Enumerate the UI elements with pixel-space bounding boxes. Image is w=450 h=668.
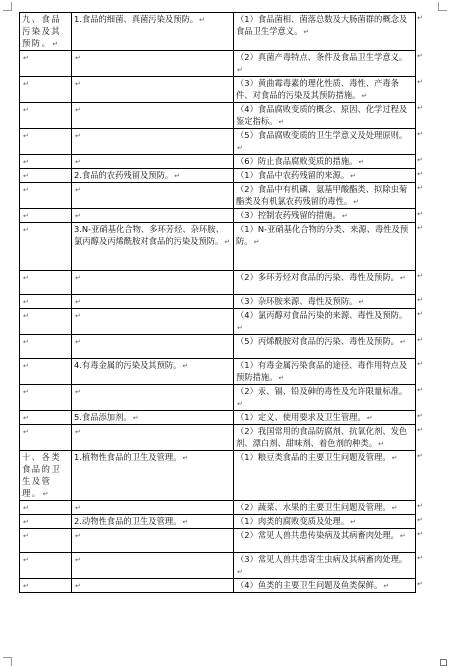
content-cell-text: （3）常见人兽共患寄生虫病及其病畜肉处理。 (236, 554, 408, 564)
content-cell-text: （4）鱼类的主要卫生问题及鱼类保鲜。 (236, 580, 383, 590)
topic-cell (20, 129, 72, 155)
unit-cell (72, 385, 234, 411)
cell-end-mark: ↵ (42, 490, 50, 498)
content-cell-text: （3）黄曲霉毒素的理化性质、毒性、产毒条件、对食品的污染及其预防措施。 (236, 78, 399, 100)
topic-cell (20, 13, 72, 51)
cell-end-mark: ↵ (237, 568, 243, 576)
content-cell-text: （2）蔬菜、水果的主要卫生问题及管理。 (236, 502, 391, 512)
row-end-mark: ↵ (417, 501, 423, 510)
cell-end-mark: ↵ (182, 518, 189, 526)
cell-end-mark: ↵ (75, 532, 81, 540)
content-cell (234, 529, 416, 553)
unit-cell (72, 529, 234, 553)
unit-cell (72, 103, 234, 129)
unit-cell (72, 183, 234, 209)
content-cell-text: （5）丙烯酰胺对食品的污染、毒性及预防。 (236, 336, 399, 346)
topic-cell (20, 309, 72, 335)
content-cell (234, 223, 416, 271)
topic-cell (20, 183, 72, 209)
unit-cell-text: 5.食品添加剂。 (74, 412, 132, 422)
topic-cell (20, 579, 72, 593)
row-end-mark: ↵ (417, 183, 423, 192)
cell-end-mark: ↵ (23, 132, 31, 140)
cell-end-mark: ↵ (75, 504, 81, 512)
content-cell (234, 169, 416, 183)
table-row (20, 501, 416, 515)
row-end-mark: ↵ (417, 579, 423, 588)
cell-end-mark: ↵ (23, 362, 31, 370)
content-cell (234, 411, 416, 425)
content-cell-text: （2）多环芳烃对食品的污染、毒性及预防。 (236, 272, 399, 282)
row-end-mark: ↵ (417, 223, 423, 232)
page-end-mark (440, 659, 447, 666)
topic-cell (20, 425, 72, 451)
cell-end-mark: ↵ (75, 312, 81, 320)
cell-end-mark: ↵ (23, 414, 31, 422)
topic-cell-text: 十、各类食品的卫生及管理。 (22, 452, 62, 498)
table-row (20, 309, 416, 335)
unit-cell (72, 411, 234, 425)
content-cell (234, 515, 416, 529)
unit-cell-text: 2.动物性食品的卫生及管理。 (74, 516, 182, 526)
row-end-mark: ↵ (417, 335, 423, 344)
unit-cell (72, 359, 234, 385)
cell-end-mark: ↵ (23, 428, 31, 436)
content-cell (234, 451, 416, 501)
unit-cell-text: 2.食品的农药残留及预防。 (74, 170, 174, 180)
cell-end-mark: ↵ (75, 212, 81, 220)
content-cell-text: （1）食品中农药残留的来源。 (236, 170, 350, 180)
cell-end-mark: ↵ (75, 158, 81, 166)
cell-end-mark: ↵ (174, 172, 181, 180)
unit-cell-text: 1.食品的细菌、真菌污染及预防。 (74, 14, 199, 24)
cell-end-mark: ↵ (353, 198, 360, 206)
topic-cell (20, 169, 72, 183)
topic-cell (20, 335, 72, 359)
unit-cell (72, 309, 234, 335)
cell-end-mark: ↵ (361, 92, 368, 100)
topic-cell (20, 155, 72, 169)
content-cell-text: （3）杂环胺来源、毒性及预防。 (236, 296, 358, 306)
table-row (20, 51, 416, 77)
table-row (20, 295, 416, 309)
content-cell-text: （1）食品菌相、菌落总数及大肠菌群的概念及食品卫生学意义。 (236, 14, 408, 36)
cell-end-mark: ↵ (383, 582, 390, 590)
unit-cell (72, 335, 234, 359)
cell-end-mark: ↵ (278, 118, 285, 126)
topic-cell (20, 271, 72, 295)
cell-end-mark: ↵ (358, 298, 365, 306)
unit-cell (72, 515, 234, 529)
content-cell (234, 501, 416, 515)
unit-cell (72, 129, 234, 155)
page-corner-mark-bottom-left (3, 657, 12, 666)
cell-end-mark: ↵ (399, 532, 406, 540)
topic-cell-text: 九、食品污染及其预防。 (22, 14, 62, 48)
row-end-mark: ↵ (417, 51, 423, 60)
cell-end-mark: ↵ (23, 388, 31, 396)
table-row (20, 529, 416, 553)
unit-cell-text: 4.有毒金属的污染及其预防。 (74, 360, 182, 370)
cell-end-mark: ↵ (399, 338, 406, 346)
row-end-mark: ↵ (417, 515, 423, 524)
cell-end-mark: ↵ (75, 186, 81, 194)
content-cell (234, 579, 416, 593)
row-end-mark: ↵ (417, 295, 423, 304)
topic-cell (20, 77, 72, 103)
topic-cell (20, 359, 72, 385)
table-row (20, 77, 416, 103)
table-row (20, 209, 416, 223)
cell-end-mark: ↵ (341, 212, 348, 220)
table-row (20, 553, 416, 579)
cell-end-mark: ↵ (52, 40, 60, 48)
table-row (20, 155, 416, 169)
unit-cell (72, 223, 234, 271)
unit-cell (72, 553, 234, 579)
topic-cell (20, 223, 72, 271)
content-cell (234, 295, 416, 309)
content-cell-text: （2）汞、镉、铅及砷的毒性及允许限量标准。 (236, 386, 408, 396)
cell-end-mark: ↵ (237, 400, 243, 408)
topic-cell (20, 385, 72, 411)
table-row (20, 13, 416, 51)
cell-end-mark: ↵ (182, 362, 189, 370)
unit-cell (72, 501, 234, 515)
table-row (20, 103, 416, 129)
cell-end-mark: ↵ (23, 518, 31, 526)
cell-end-mark: ↵ (23, 212, 31, 220)
content-cell (234, 77, 416, 103)
content-cell (234, 335, 416, 359)
cell-end-mark: ↵ (75, 556, 81, 564)
content-cell (234, 103, 416, 129)
cell-end-mark: ↵ (23, 172, 31, 180)
content-cell-text: （1）肉类的腐败变质及处理。 (236, 516, 350, 526)
topic-cell (20, 553, 72, 579)
cell-end-mark: ↵ (75, 388, 81, 396)
unit-cell (72, 209, 234, 223)
table-row (20, 425, 416, 451)
cell-end-mark: ↵ (391, 504, 398, 512)
row-end-mark: ↵ (417, 13, 423, 22)
cell-end-mark: ↵ (350, 518, 357, 526)
cell-end-mark: ↵ (75, 80, 81, 88)
content-cell (234, 51, 416, 77)
table-row (20, 335, 416, 359)
cell-end-mark: ↵ (237, 144, 243, 152)
cell-end-mark: ↵ (358, 158, 365, 166)
cell-end-mark: ↵ (378, 440, 384, 448)
table-row (20, 515, 416, 529)
cell-end-mark: ↵ (253, 238, 260, 246)
cell-end-mark: ↵ (399, 274, 406, 282)
cell-end-mark: ↵ (278, 374, 285, 382)
cell-end-mark: ↵ (391, 454, 398, 462)
unit-cell-text: 3.N-亚硝基化合物、多环芳烃、杂环胺、氯丙醇及丙烯酰胺对食品的污染及预防。 (74, 224, 224, 246)
content-cell (234, 155, 416, 169)
content-cell-text: （1）粮豆类食品的主要卫生问题及管理。 (236, 452, 391, 462)
syllabus-table (19, 12, 416, 593)
row-end-mark: ↵ (417, 425, 423, 434)
table-row (20, 169, 416, 183)
content-cell-text: （2）常见人兽共患传染病及其病畜肉处理。 (236, 530, 399, 540)
content-cell-text: （4）氯丙醇对食品污染的来源、毒性及预防。 (236, 310, 408, 320)
row-end-mark: ↵ (417, 77, 423, 86)
topic-cell (20, 209, 72, 223)
cell-end-mark: ↵ (23, 274, 31, 282)
row-end-mark: ↵ (417, 129, 423, 138)
cell-end-mark: ↵ (23, 338, 31, 346)
unit-cell (72, 579, 234, 593)
row-end-mark: ↵ (417, 271, 423, 280)
content-cell (234, 13, 416, 51)
topic-cell (20, 411, 72, 425)
cell-end-mark: ↵ (23, 556, 31, 564)
unit-cell (72, 295, 234, 309)
cell-end-mark: ↵ (366, 414, 373, 422)
page-corner-mark-top-right (438, 2, 447, 11)
cell-end-mark: ↵ (75, 106, 81, 114)
cell-end-mark: ↵ (182, 454, 189, 462)
row-end-mark: ↵ (417, 359, 423, 368)
cell-end-mark: ↵ (23, 312, 31, 320)
content-cell-text: （1）有毒金属污染食品的途径、毒作用特点及预防措施。 (236, 360, 408, 382)
table-row (20, 451, 416, 501)
cell-end-mark: ↵ (132, 414, 139, 422)
table-row (20, 359, 416, 385)
topic-cell (20, 529, 72, 553)
row-end-mark: ↵ (417, 209, 423, 218)
table-row (20, 271, 416, 295)
content-cell (234, 129, 416, 155)
cell-end-mark: ↵ (75, 428, 81, 436)
cell-end-mark: ↵ (303, 28, 310, 36)
cell-end-mark: ↵ (23, 158, 31, 166)
row-end-mark: ↵ (417, 155, 423, 164)
content-cell-text: （1）定义、使用要求及卫生管理。 (236, 412, 366, 422)
cell-end-mark: ↵ (23, 54, 31, 62)
table-row (20, 223, 416, 271)
cell-end-mark: ↵ (23, 106, 31, 114)
cell-end-mark: ↵ (23, 532, 31, 540)
cell-end-mark: ↵ (23, 504, 31, 512)
content-cell-text: （6）防止食品腐败变质的措施。 (236, 156, 358, 166)
content-cell (234, 271, 416, 295)
cell-end-mark: ↵ (23, 226, 31, 234)
unit-cell-text: 1.植物性食品的卫生及管理。 (74, 452, 182, 462)
content-cell (234, 209, 416, 223)
topic-cell (20, 451, 72, 501)
table-row (20, 411, 416, 425)
cell-end-mark: ↵ (75, 298, 81, 306)
content-cell-text: （1）N-亚硝基化合物的分类、来源、毒性及预防。 (236, 224, 409, 246)
cell-end-mark: ↵ (75, 132, 81, 140)
row-end-mark: ↵ (417, 309, 423, 318)
topic-cell (20, 51, 72, 77)
row-end-mark: ↵ (417, 529, 423, 538)
content-cell (234, 553, 416, 579)
unit-cell (72, 77, 234, 103)
content-cell-text: （4）食品腐败变质的概念、原因、化学过程及鉴定指标。 (236, 104, 408, 126)
row-end-mark: ↵ (417, 385, 423, 394)
content-cell (234, 425, 416, 451)
content-cell (234, 385, 416, 411)
content-cell (234, 359, 416, 385)
syllabus-table-body (20, 13, 416, 593)
content-cell-text: （5）食品腐败变质的卫生学意义及处理原则。 (236, 130, 408, 140)
cell-end-mark: ↵ (75, 582, 81, 590)
cell-end-mark: ↵ (237, 324, 243, 332)
unit-cell (72, 13, 234, 51)
content-cell-text: （2）真菌产毒特点、条件及食品卫生学意义。 (236, 52, 408, 62)
topic-cell (20, 515, 72, 529)
content-cell-text: （3）控制农药残留的措施。 (236, 210, 341, 220)
unit-cell (72, 155, 234, 169)
row-end-mark: ↵ (417, 103, 423, 112)
cell-end-mark: ↵ (237, 66, 243, 74)
content-cell-text: （2）食品中有机磷、氨基甲酸酯类、拟除虫菊酯类及有机氯农药残留的毒性。 (236, 184, 408, 206)
cell-end-mark: ↵ (23, 582, 31, 590)
content-cell (234, 183, 416, 209)
content-cell (234, 309, 416, 335)
row-end-mark: ↵ (417, 451, 423, 460)
topic-cell (20, 295, 72, 309)
unit-cell (72, 451, 234, 501)
row-end-mark: ↵ (417, 411, 423, 420)
unit-cell (72, 425, 234, 451)
unit-cell (72, 169, 234, 183)
cell-end-mark: ↵ (23, 80, 31, 88)
cell-end-mark: ↵ (23, 298, 31, 306)
cell-end-mark: ↵ (350, 172, 357, 180)
cell-end-mark: ↵ (75, 274, 81, 282)
cell-end-mark: ↵ (75, 54, 81, 62)
table-row (20, 129, 416, 155)
cell-end-mark: ↵ (199, 16, 205, 24)
page-corner-mark-top-left (3, 2, 12, 11)
unit-cell (72, 51, 234, 77)
table-row (20, 385, 416, 411)
unit-cell (72, 271, 234, 295)
topic-cell (20, 501, 72, 515)
row-end-mark: ↵ (417, 553, 423, 562)
cell-end-mark: ↵ (23, 186, 31, 194)
cell-end-mark: ↵ (224, 238, 231, 246)
table-row (20, 579, 416, 593)
content-cell-text: （2）我国常用的食品防腐剂、抗氧化剂、发色剂、漂白剂、甜味剂、着色剂的种类。 (236, 426, 408, 448)
topic-cell (20, 103, 72, 129)
table-row (20, 183, 416, 209)
row-end-mark: ↵ (417, 169, 423, 178)
cell-end-mark: ↵ (75, 338, 81, 346)
